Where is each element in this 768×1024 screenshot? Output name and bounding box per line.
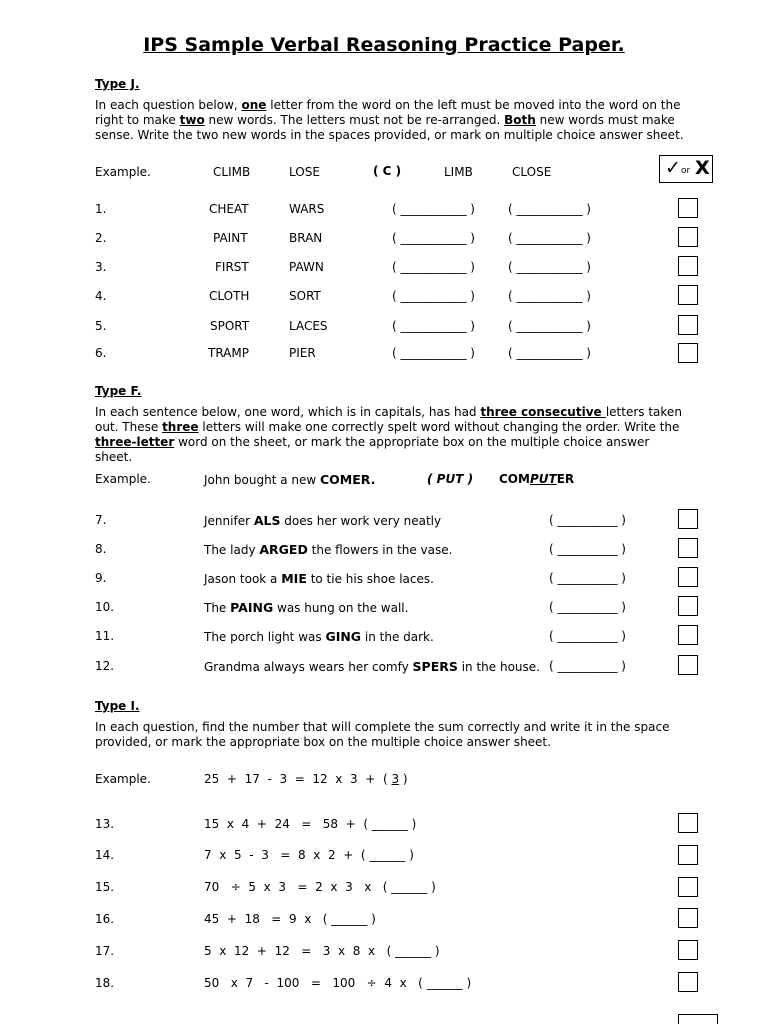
answer-checkbox[interactable] [678,877,698,897]
tick-or-cross-key: ✓ or X [659,155,713,183]
answer-checkbox[interactable] [678,940,698,960]
answer-blank[interactable]: ( ___________ ) [508,289,591,303]
answer-checkbox[interactable] [678,908,698,928]
answer-checkbox[interactable] [678,655,698,675]
sum-expression[interactable]: 7 x 5 - 3 = 8 x 2 + ( ______ ) [204,848,414,862]
cross-icon: X [695,157,710,179]
answer-checkbox[interactable] [678,343,698,363]
answer-checkbox[interactable] [678,813,698,833]
type-i-heading: Type I. [95,699,140,713]
sum-expression[interactable]: 15 x 4 + 24 = 58 + ( ______ ) [204,817,417,831]
answer-blank[interactable]: ( ___________ ) [392,260,475,274]
sum-expression[interactable]: 70 ÷ 5 x 3 = 2 x 3 x ( ______ ) [204,880,436,894]
sum-expression[interactable]: 50 x 7 - 100 = 100 ÷ 4 x ( ______ ) [204,976,472,990]
type-i-instructions: In each question, find the number that will complete the sum correctly and write it in the space provided, or mark the appropriate box on the multiple choice answer sheet. [95,720,670,749]
answer-checkbox[interactable] [678,538,698,558]
answer-checkbox[interactable] [678,227,698,247]
answer-blank[interactable]: ( __________ ) [549,542,626,556]
answer-blank[interactable]: ( ___________ ) [392,202,475,216]
type-j-heading: Type J. [95,77,140,91]
answer-blank[interactable]: ( ___________ ) [508,202,591,216]
answer-checkbox[interactable] [678,845,698,865]
sum-expression[interactable]: 45 + 18 = 9 x ( ______ ) [204,912,376,926]
type-j-instructions: In each question below, one letter from the word on the left must be moved into the word on the right to make two new words. The letters must not be re-arranged. Both new words must make sense. Write the two new words in the spaces provided, or mark on multiple choice answer sheet. [95,98,684,142]
type-f-instructions: In each sentence below, one word, which is in capitals, has had three consecutive letters taken out. These three letters will make one correctly spelt word without changing the order. Write the three-letter word on the sheet, or mark the appropriate box on the multiple choice answer sheet. [95,405,682,464]
answer-checkbox[interactable] [678,596,698,616]
answer-checkbox[interactable] [678,256,698,276]
answer-blank[interactable]: ( ___________ ) [392,319,475,333]
answer-blank[interactable]: ( ___________ ) [508,346,591,360]
sum-expression[interactable]: 5 x 12 + 12 = 3 x 8 x ( ______ ) [204,944,440,958]
answer-blank[interactable]: ( __________ ) [549,659,626,673]
answer-blank[interactable]: ( __________ ) [549,629,626,643]
answer-checkbox[interactable] [678,285,698,305]
answer-blank[interactable]: ( __________ ) [549,571,626,585]
answer-checkbox[interactable] [678,509,698,529]
answer-blank[interactable]: ( ___________ ) [392,289,475,303]
answer-blank[interactable]: ( ___________ ) [392,346,475,360]
page-title: IPS Sample Verbal Reasoning Practice Paper. [143,34,625,56]
type-f-heading: Type F. [95,384,142,398]
answer-blank[interactable]: ( ___________ ) [508,260,591,274]
answer-blank[interactable]: ( ___________ ) [508,319,591,333]
answer-blank[interactable]: ( __________ ) [549,513,626,527]
tick-icon: ✓ [665,157,681,179]
answer-blank[interactable]: ( ___________ ) [392,231,475,245]
answer-checkbox-partial [678,1014,718,1024]
answer-blank[interactable]: ( ___________ ) [508,231,591,245]
answer-checkbox[interactable] [678,315,698,335]
answer-blank[interactable]: ( __________ ) [549,600,626,614]
answer-checkbox[interactable] [678,198,698,218]
answer-checkbox[interactable] [678,567,698,587]
answer-checkbox[interactable] [678,625,698,645]
answer-checkbox[interactable] [678,972,698,992]
